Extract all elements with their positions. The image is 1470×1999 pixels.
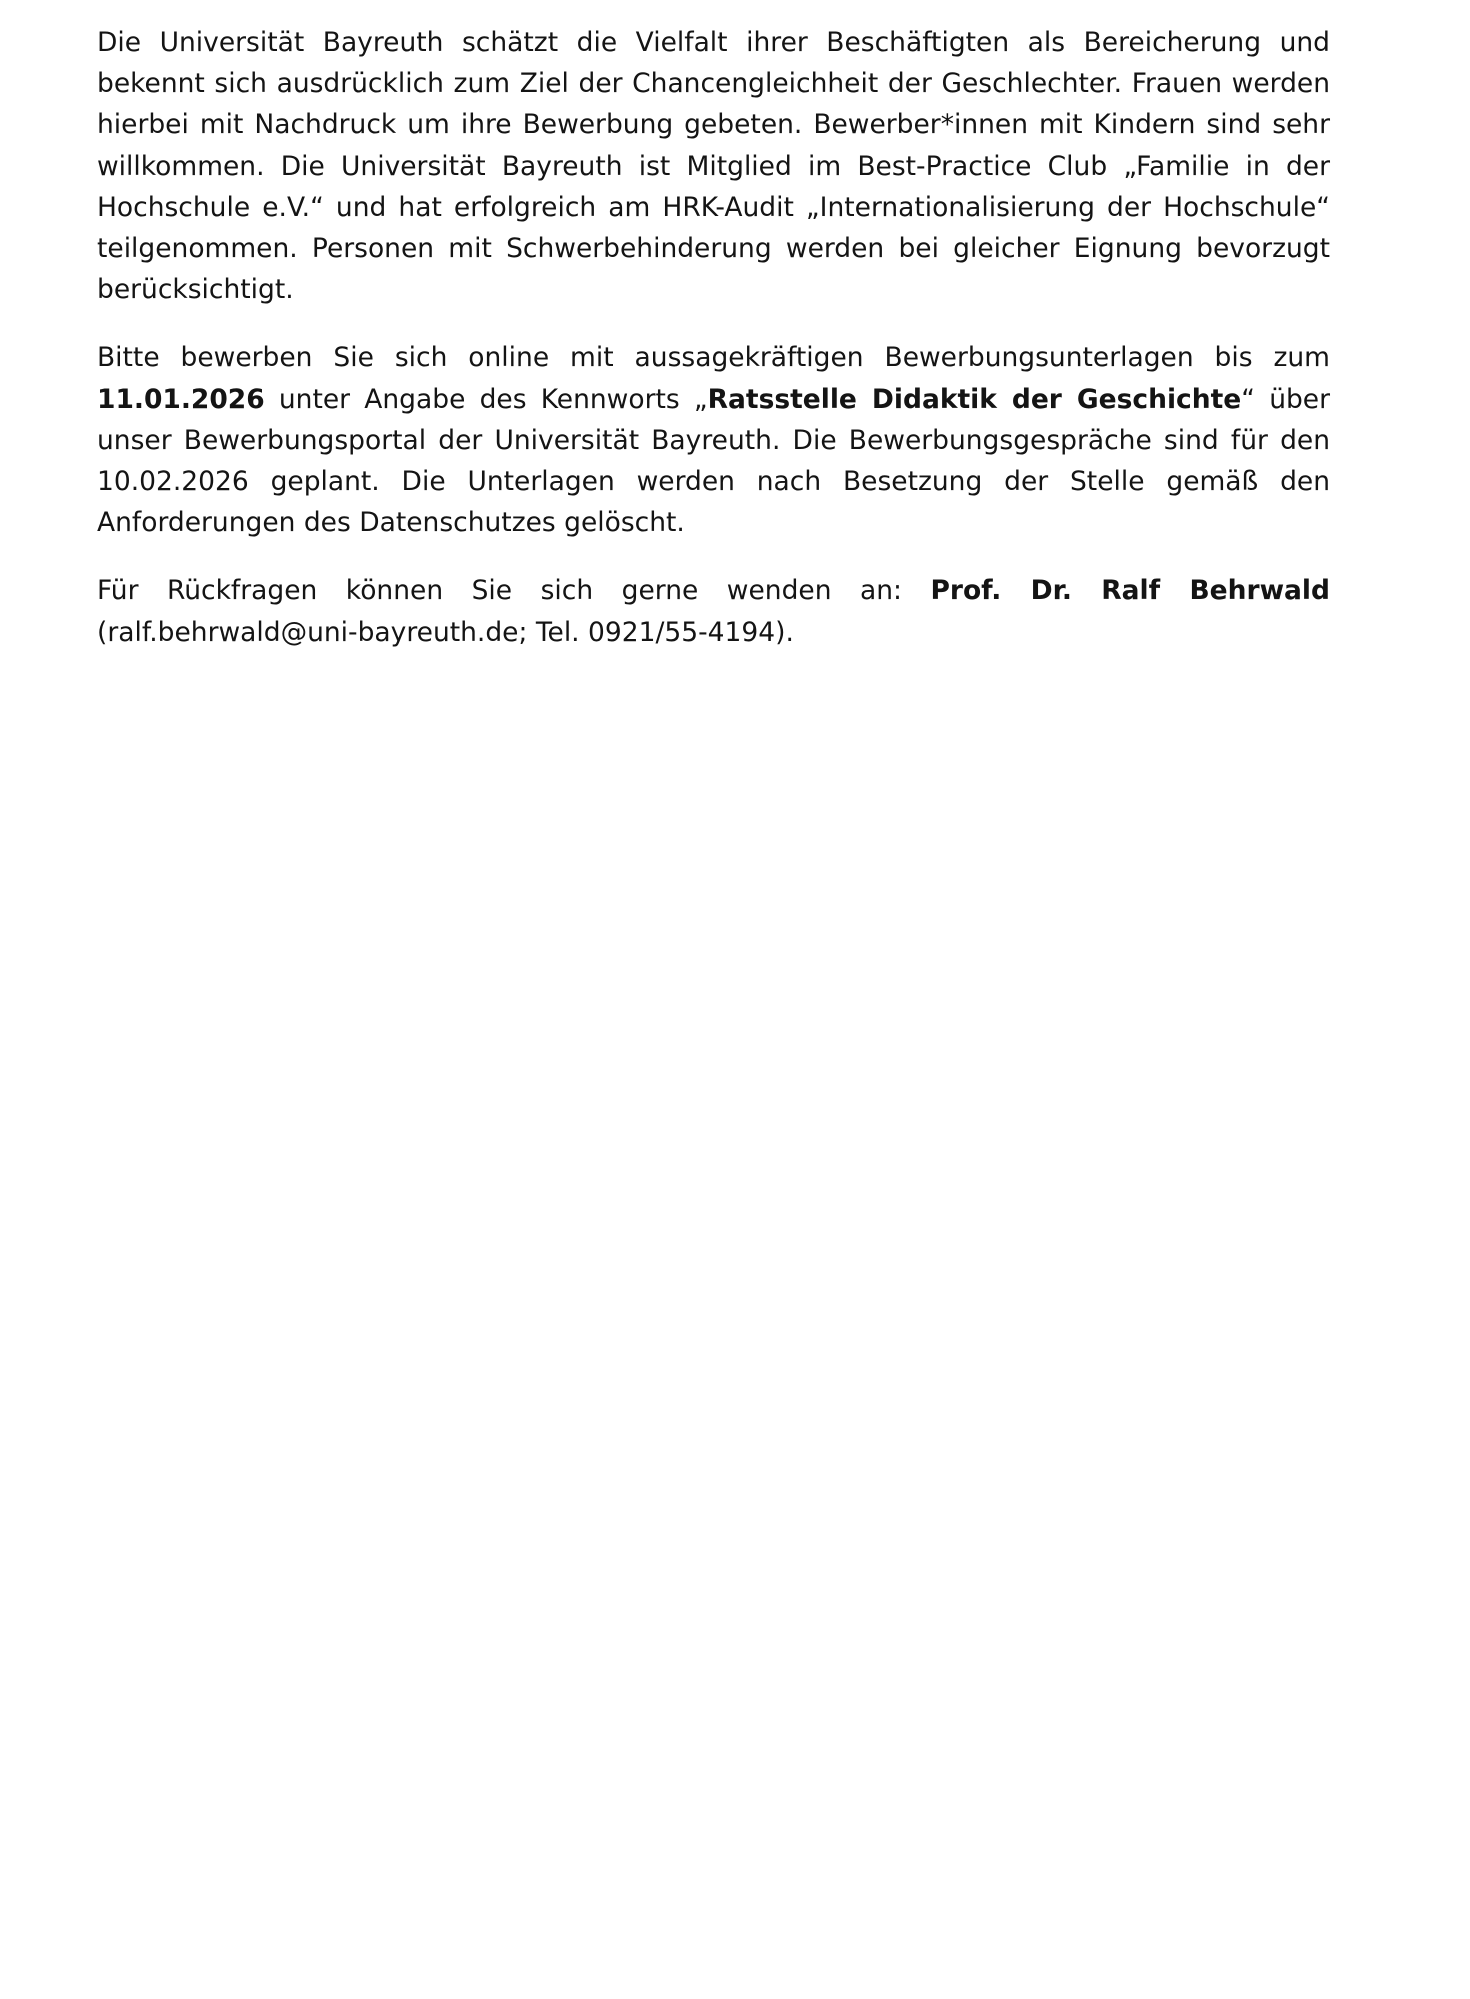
equal-opportunity-text: Die Universität Bayreuth schätzt die Vielfalt ihrer Beschäftigten als Bereicherung und bekennt sich ausdrücklich zum Ziel der Chancengleichheit der Geschlechter. Frauen werden hierbei mit Nachdruck um ihre Bewerbung gebeten. Bewerber*innen mit Kindern sind sehr willkommen. Die Universität Bayreuth ist Mitglied im Best-Practice Club „Familie in der Hochschule e.V.“ und hat erfolgreich am HRK-Audit „Internationalisierung der Hochschule“ teilgenommen. Personen mit Schwerbehinderung werden bei gleicher Eignung bevorzugt berücksichtigt. (97, 27, 1330, 306)
document-page (97, 22, 1330, 680)
application-text-intro: Bitte bewerben Sie sich online mit aussagekräftigen Bewerbungsunterlagen bis zum (97, 342, 1330, 374)
application-text-rest: “ über unser Bewerbungsportal der Universität Bayreuth. Die Bewerbungsgespräche sind für den 10.02.2026 geplant. Die Unterlagen werden nach Besetzung der Stelle gemäß den Anforderungen des Datenschutzes gelöscht. (97, 383, 1331, 539)
application-deadline: 11.01.2026 (97, 383, 265, 415)
application-text-keyword-intro: unter Angabe des Kennworts „ (264, 383, 708, 415)
application-paragraph (97, 337, 1330, 543)
application-keyword: Ratsstelle Didaktik der Geschichte (707, 383, 1242, 415)
contact-name: Prof. Dr. Ralf Behrwald (930, 575, 1330, 607)
contact-paragraph (97, 570, 1330, 652)
contact-text-intro: Für Rückfragen können Sie sich gerne wenden an: (97, 575, 931, 607)
equal-opportunity-paragraph (97, 22, 1330, 310)
contact-details: (ralf.behrwald@uni-bayreuth.de; Tel. 0921/55-4194). (97, 616, 794, 648)
